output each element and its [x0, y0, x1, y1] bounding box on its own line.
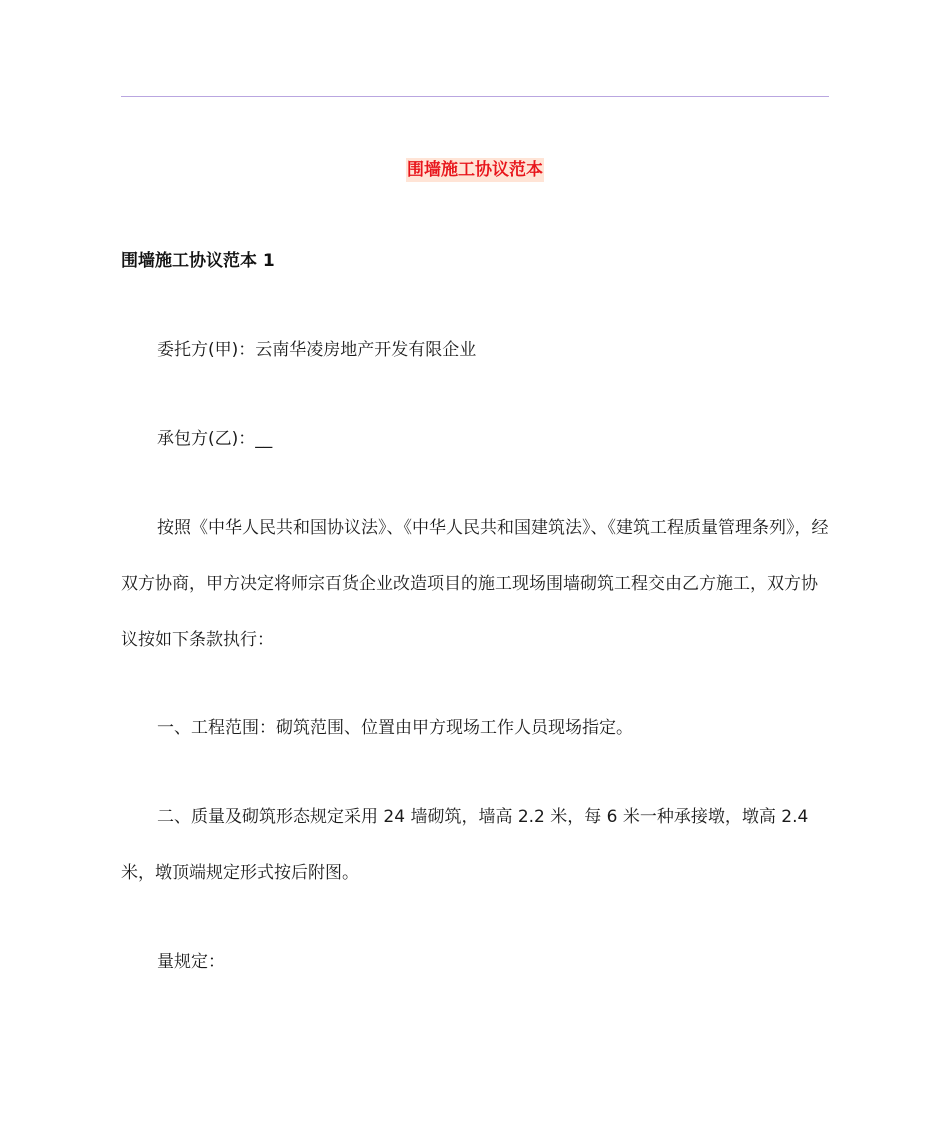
section-heading: 围墙施工协议范本 1 [121, 251, 275, 271]
paragraph-quality: 二、质量及砌筑形态规定采用 24 墙砌筑，墙高 2.2 米，每 6 米一种承接墩，墩高 2.4 米，墩顶端规定形式按后附图。 [121, 807, 809, 883]
paragraph-basis: 按照《中华人民共和国协议法》、《中华人民共和国建筑法》、《建筑工程质量管理条列》，经双方协商，甲方决定将师宗百货企业改造项目的施工现场围墙砌筑工程交由乙方施工，双方协议按如下条款执行： [121, 518, 829, 650]
paragraph-scope: 一、工程范围：砌筑范围、位置由甲方现场工作人员现场指定。 [157, 718, 633, 738]
header-rule [121, 96, 829, 97]
paragraph-client: 委托方(甲)：云南华凌房地产开发有限企业 [157, 340, 477, 360]
paragraph-requirements: 量规定： [157, 952, 225, 972]
document-title-container [0, 158, 950, 182]
document-title: 围墙施工协议范本 [407, 160, 543, 180]
paragraph-contractor: 承包方(乙)：__ [157, 429, 273, 449]
